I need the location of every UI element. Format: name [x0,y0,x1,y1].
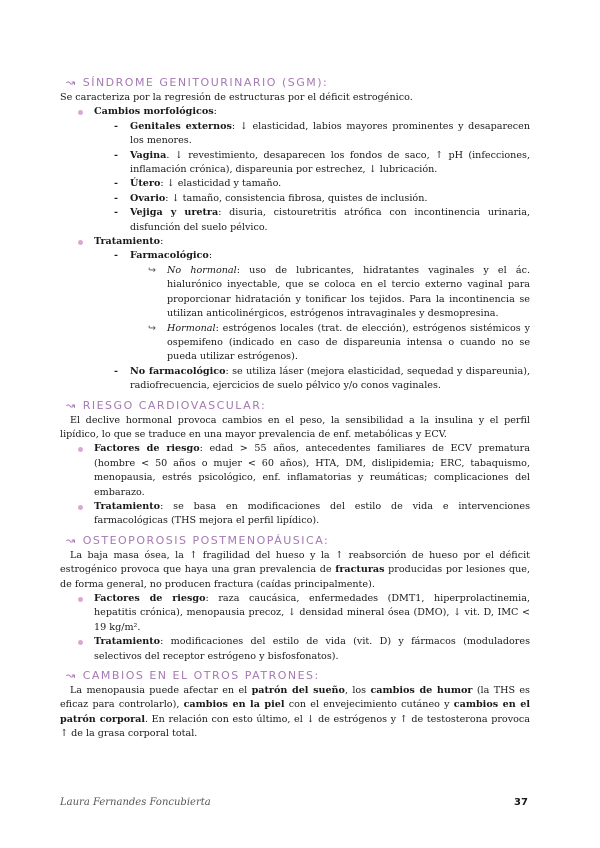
bold-label: Ovario [130,192,166,204]
text: producidas por lesiones que, de forma general, no producen fractura (caídas principalmente). [60,564,530,590]
paragraph: Se caracteriza por la regresión de estructuras por el déficit estrogénico. [60,92,413,103]
bullet-item [60,635,530,664]
bullet-item [60,592,530,635]
item-text: : ↓ elasticidad y tamaño. [160,178,282,190]
bold-label: Factores de riesgo [94,443,200,455]
squiggle-arrow-icon: ↝ [66,669,77,683]
dash-item [60,192,530,206]
squiggle-arrow-icon: ↝ [66,76,77,89]
squiggle-arrow-icon: ↝ [66,398,77,412]
bullet-item: Cambios morfológicos: [60,105,530,119]
dash-item [60,365,530,394]
section-heading-sgm [66,74,530,91]
paragraph [60,549,530,592]
bold-label: Tratamiento [94,500,161,512]
bold-label: Tratamiento [94,636,161,648]
text: . En relación con esto último, el ↓ de estrógenos y ↑ de testosterona provoca ↑ de la grasa corporal total. [60,713,530,740]
item-text: : ↓ elasticidad, labios mayores prominentes y desaparecen los menores. [130,120,530,147]
bold-label: No farmacológico [130,365,226,377]
hook-arrow-icon: ↪ [148,322,157,334]
item-text: : se utiliza láser (mejora elasticidad, sequedad y dispareunia), radiofrecuencia, ejercicios de suelo pélvico y/o conos vaginales. [130,365,530,392]
heading-text: RIESGO CARDIOVASCULAR: [82,398,267,412]
bold-text: fracturas [335,564,385,576]
content [60,74,530,742]
bold-label: Vejiga y uretra [130,207,219,219]
text: (la THS es eficaz para controlarlo), [60,685,530,711]
bold-label: Tratamiento [94,236,161,248]
dash-item [60,206,530,235]
item-text: : edad > 55 años, antecedentes familiares de ECV prematura (hombre < 50 años o mujer < 60 años), HTA, DM, dislipidemia; ERC, tabaquismo, menopausia, estrés psicológico, enf. inflamatorias y reumáticas; complicaciones del embarazo. [94,443,530,498]
squiggle-arrow-icon: ↝ [66,533,77,547]
item-text: : raza caucásica, enfermedades (DMT1, hiperprolactinemia, hepatitis crónica), menopausia precoz, ↓ densidad mineral ósea (DMO), ↓ vit. D, IMC < 19 kg/m². [94,593,530,633]
hook-item [60,264,530,322]
dash-item [60,120,530,149]
section-heading-riesgo [66,397,530,414]
section-heading-cambios [66,667,530,684]
bold-text: cambios en el patrón corporal [60,699,530,725]
text: , los [344,685,371,697]
heading-text: OSTEOPOROSIS POSTMENOPÁUSICA: [82,533,330,547]
text: con el envejecimiento cutáneo y [284,699,454,711]
item-text: : disuria, cistouretritis atrófica con incontinencia urinaria, disfunción del suelo pélvico. [130,207,531,233]
bold-label: Farmacológico [130,250,209,262]
italic-label: Hormonal [167,322,216,334]
bold-label: Útero [130,178,161,190]
bold-label: Vagina [130,149,167,161]
dash-item: - Farmacológico: [60,249,530,263]
bold-label: Cambios morfológicos [94,106,214,118]
bullet-item [60,442,530,500]
paragraph: El declive hormonal provoca cambios en el peso, la sensibilidad a la insulina y el perfil lipídico, lo que se traduce en una mayor prevalencia de enf. metabólicas y ECV. [60,414,530,440]
italic-label: No hormonal [167,264,237,276]
bold-text: cambios en la piel [183,699,285,711]
paragraph [60,684,530,742]
heading-text: CAMBIOS EN EL OTROS PATRONES: [82,669,320,683]
section-heading-osteoporosis [66,532,530,549]
item-text: . ↓ revestimiento, desaparecen los fondos de saco, ↑ pH (infecciones, inflamación crónica), dispareunia por estrechez, ↓ lubricación. [130,149,530,176]
item-text: : uso de lubricantes, hidratantes vaginales y el ác. hialurónico inyectable, que se coloca en el tercio externo vaginal para proporcionar hidratación y tonificar los tejidos. Para la incontinencia se utilizan anticolinérgicos, estrógenos intravaginales y desmopresina. [167,264,530,320]
dash-item [60,177,530,191]
dash-item [60,149,530,178]
bullet-item: Tratamiento: [60,235,530,249]
page-number: 37 [514,797,528,808]
hook-arrow-icon: ↪ [148,264,157,276]
bold-text: cambios de humor [370,685,473,697]
bold-label: Genitales externos [130,120,232,132]
bold-label: Factores de riesgo [94,593,206,604]
bold-text: patrón del sueño [251,685,345,697]
item-text: : se basa en modificaciones del estilo de vida e intervenciones farmacológicas (THS mejora el perfil lipídico). [94,500,530,527]
item-text: : ↓ tamaño, consistencia fibrosa, quistes de inclusión. [165,192,428,204]
text: La menopausia puede afectar en el [70,685,252,697]
text: La baja masa ósea, la ↑ fragilidad del hueso y la ↑ reabsorción de hueso por el déficit estrogénico provoca que haya una gran prevalencia de [60,549,530,576]
item-text: : modificaciones del estilo de vida (vit. D) y fármacos (moduladores selectivos del receptor estrógeno y bisfosfonatos). [94,636,530,662]
heading-text: SÍNDROME GENITOURINARIO (SGM): [82,76,329,89]
footer-author: Laura Fernandes Foncubierta [60,797,211,808]
hook-item [60,322,530,365]
bullet-item [60,500,530,529]
item-text: : estrógenos locales (trat. de elección), estrógenos sistémicos y ospemifeno (indicado en caso de dispareunia intensa o cuando no se pueda utilizar estrógenos). [167,322,530,363]
